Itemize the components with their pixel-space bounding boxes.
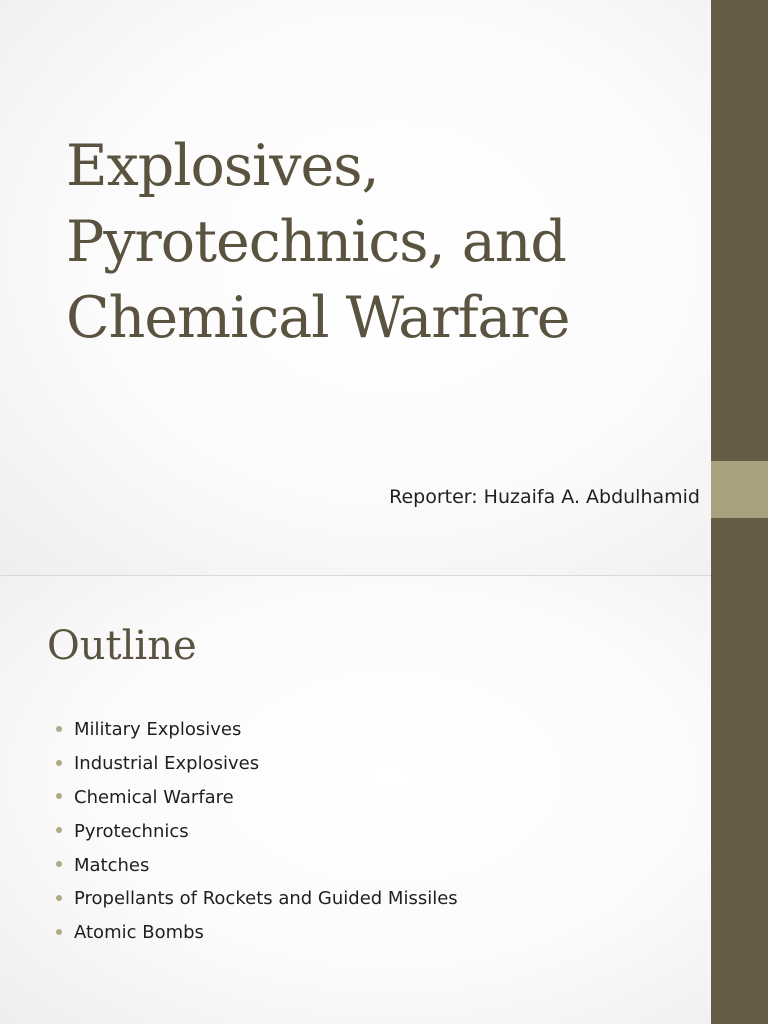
side-accent-block xyxy=(711,461,768,518)
outline-item xyxy=(56,781,458,815)
outline-item-label: Atomic Bombs xyxy=(74,922,204,944)
outline-item xyxy=(56,747,458,781)
outline-list xyxy=(56,713,458,950)
bullet-icon xyxy=(56,760,62,766)
title-line: Pyrotechnics, and xyxy=(66,209,566,275)
title-line: Explosives, xyxy=(66,133,379,199)
outline-item-label: Matches xyxy=(74,854,150,876)
reporter-name: Reporter: Huzaifa A. Abdulhamid xyxy=(389,486,700,508)
outline-item xyxy=(56,916,458,950)
outline-item xyxy=(56,713,458,747)
outline-item-label: Pyrotechnics xyxy=(74,820,189,842)
outline-item-label: Propellants of Rockets and Guided Missiles xyxy=(74,888,458,910)
outline-item-label: Chemical Warfare xyxy=(74,786,234,808)
bullet-icon xyxy=(56,861,62,867)
bullet-icon xyxy=(56,827,62,833)
bullet-icon xyxy=(56,726,62,732)
outline-slide xyxy=(0,576,711,1024)
outline-item xyxy=(56,882,458,916)
bullet-icon xyxy=(56,929,62,935)
outline-item xyxy=(56,814,458,848)
title-line: Chemical Warfare xyxy=(66,285,570,351)
bullet-icon xyxy=(56,793,62,799)
outline-heading: Outline xyxy=(47,623,197,669)
bullet-icon xyxy=(56,895,62,901)
outline-item xyxy=(56,848,458,882)
outline-item-label: Industrial Explosives xyxy=(74,753,260,775)
outline-item-label: Military Explosives xyxy=(74,719,242,741)
presentation-title xyxy=(66,128,686,356)
